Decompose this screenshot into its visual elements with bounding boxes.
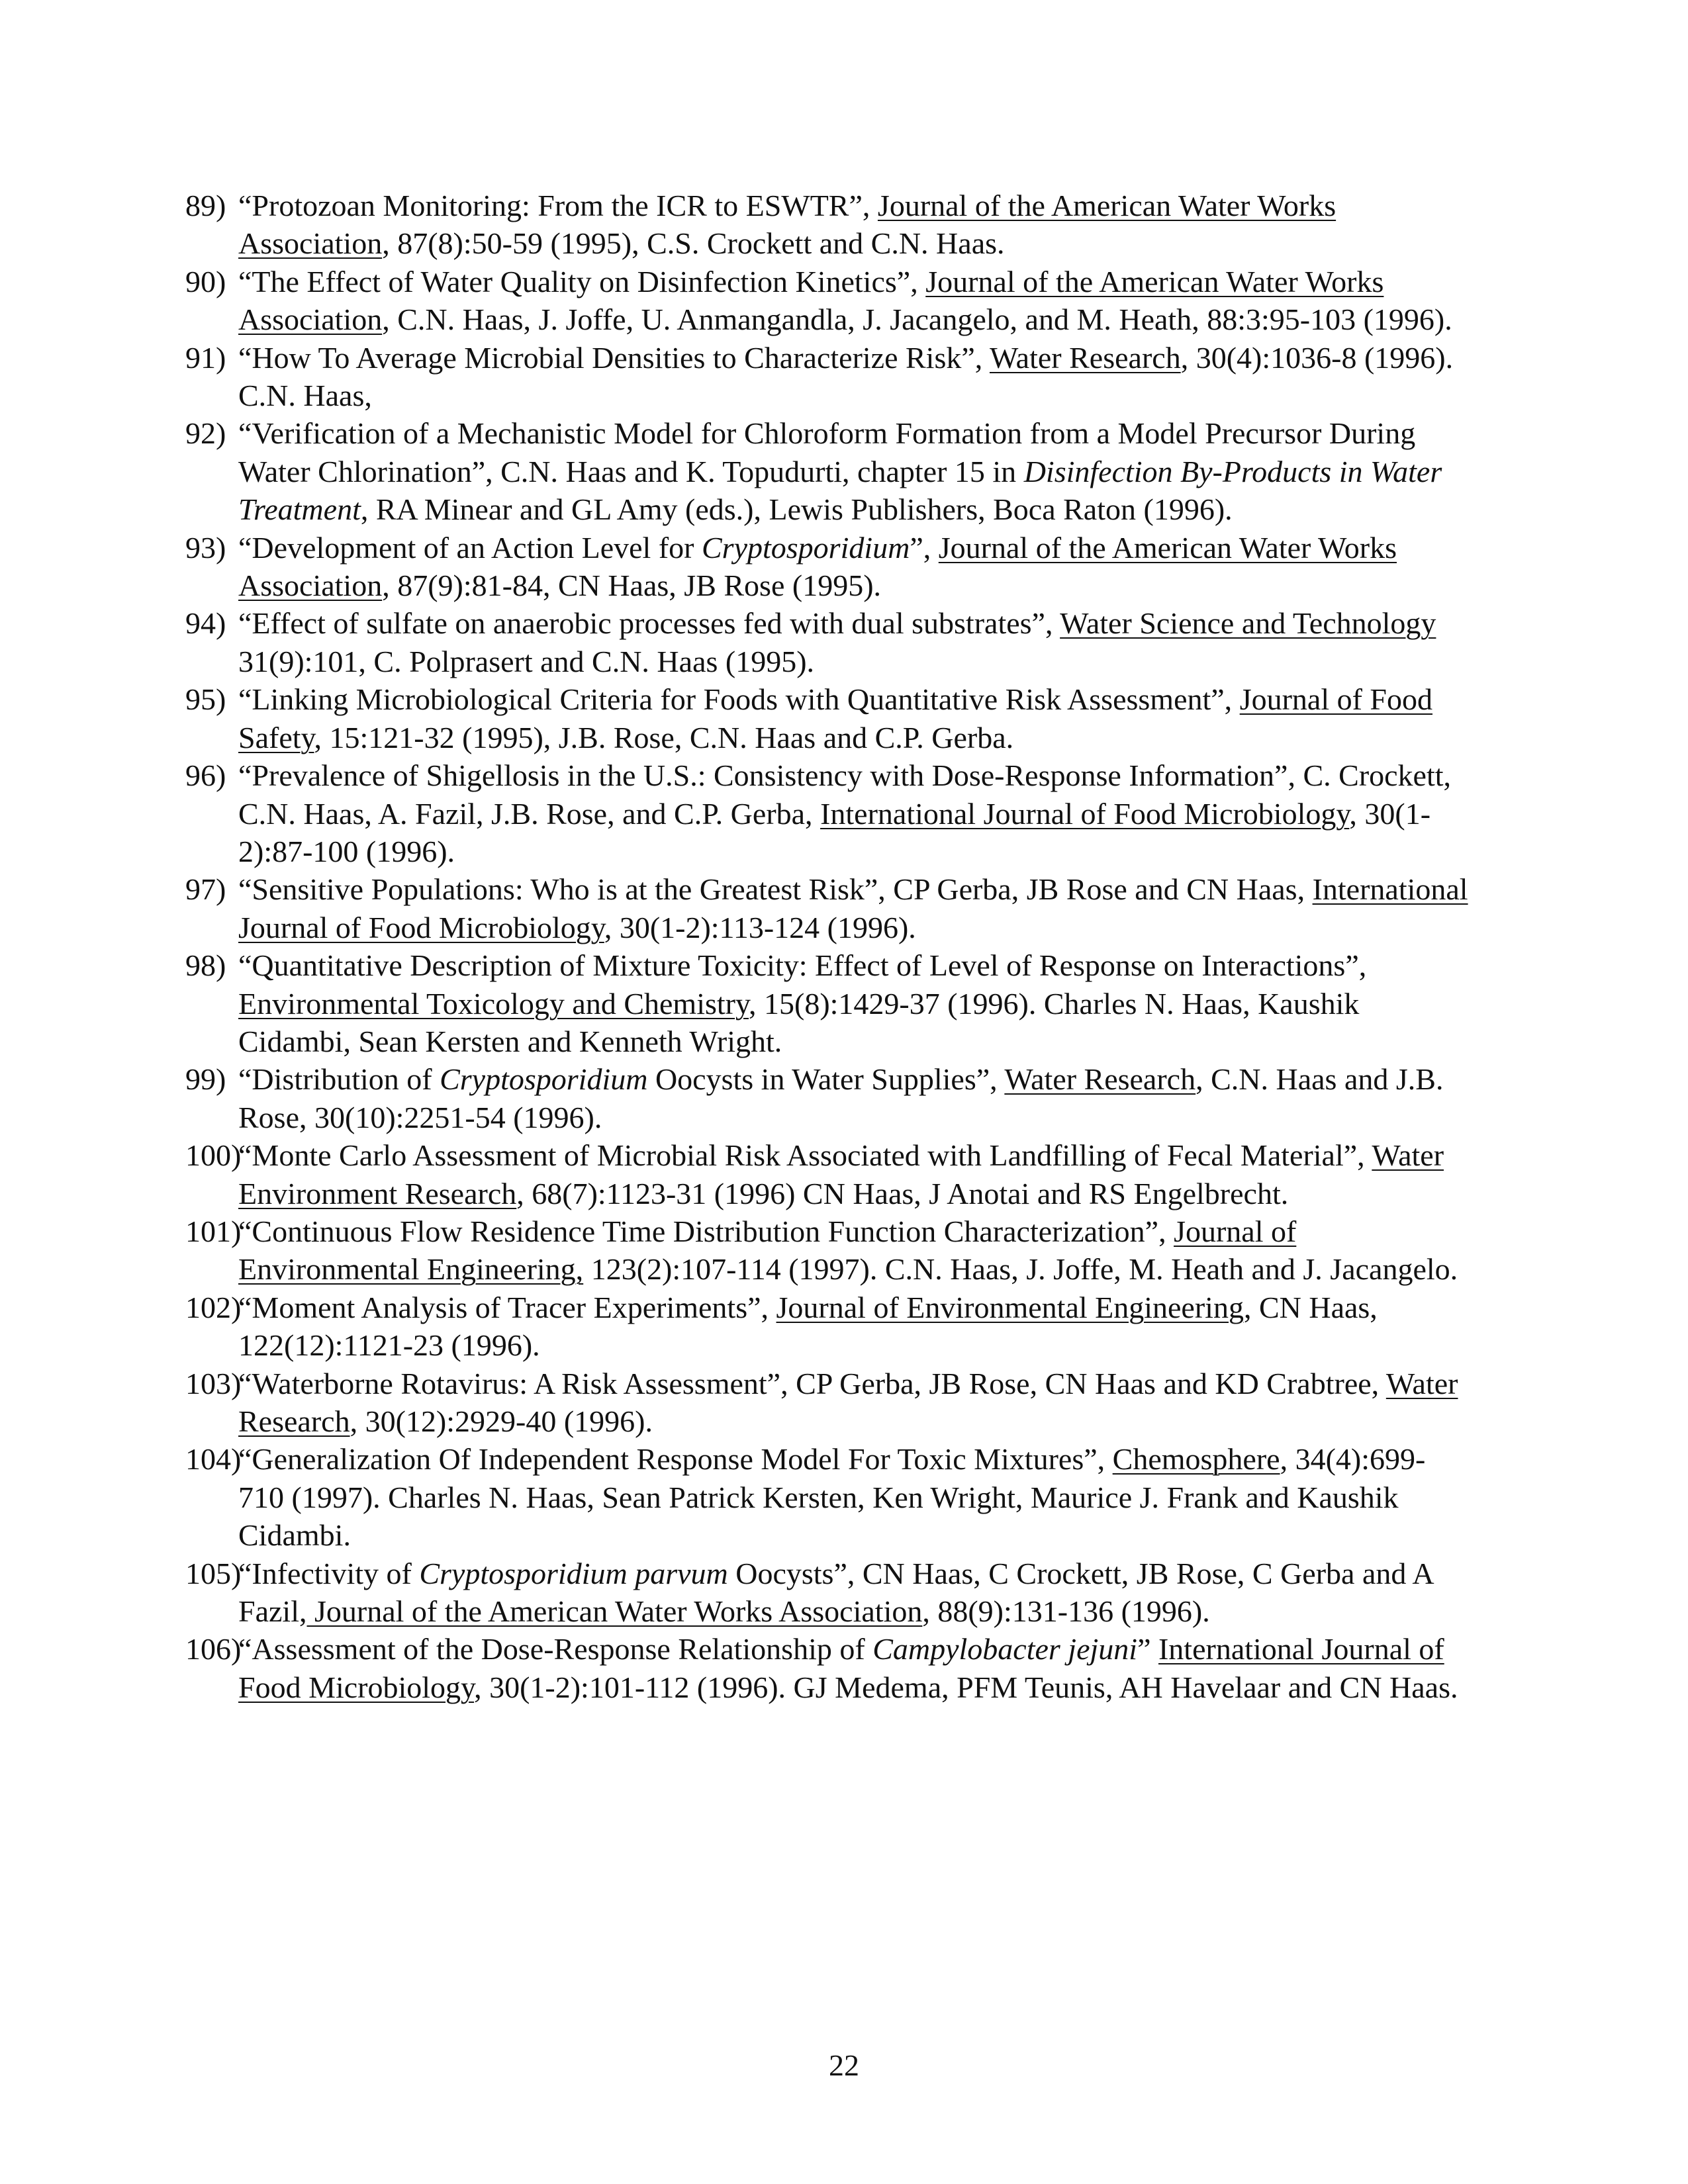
italic-term: Cryptosporidium bbox=[701, 530, 910, 565]
reference-text bbox=[238, 1136, 1471, 1212]
reference-number: 100) bbox=[185, 1138, 242, 1173]
reference-text bbox=[238, 946, 1471, 1060]
reference-number: 98) bbox=[185, 948, 226, 983]
journal-title: Journal of the American Water Works Association bbox=[238, 189, 1336, 261]
reference-text bbox=[238, 870, 1471, 946]
reference-text bbox=[238, 414, 1471, 528]
reference-item bbox=[185, 187, 1471, 263]
reference-item bbox=[185, 1136, 1471, 1212]
citation-text: , CN Haas, 122(12):1121-23 (1996). bbox=[238, 1290, 1378, 1363]
italic-term: Disinfection By-Products in Water Treatment bbox=[238, 454, 1442, 527]
citation-text: Oocysts in Water Supplies”, bbox=[647, 1062, 1005, 1097]
journal-title: Water Research bbox=[989, 340, 1181, 375]
citation-text: , C.N. Haas, J. Joffe, U. Anmangandla, J. Jacangelo, and M. Heath, 88:3:95-103 (1996). bbox=[382, 302, 1452, 337]
citation-text: “How To Average Microbial Densities to Characterize Risk”, bbox=[238, 340, 990, 375]
citation-text: , RA Minear and GL Amy (eds.), Lewis Publishers, Boca Raton (1996). bbox=[360, 492, 1233, 527]
citation-text: 31(9):101, C. Polprasert and C.N. Haas (1995). bbox=[238, 644, 815, 678]
reference-item bbox=[185, 604, 1471, 680]
citation-text: “Distribution of bbox=[238, 1062, 440, 1097]
reference-item bbox=[185, 1440, 1471, 1554]
citation-text: , 15(8):1429-37 (1996). Charles N. Haas, Kaushik Cidambi, Sean Kersten and Kenneth Wright. bbox=[238, 986, 1360, 1058]
journal-title: International Journal of Food Microbiology bbox=[238, 872, 1468, 944]
reference-number: 90) bbox=[185, 264, 226, 298]
reference-item bbox=[185, 1060, 1471, 1136]
citation-text: “Assessment of the Dose-Response Relationship of bbox=[238, 1632, 873, 1666]
journal-title: Water Research bbox=[238, 1366, 1458, 1438]
reference-text bbox=[238, 756, 1471, 870]
citation-text: “Linking Microbiological Criteria for Foods with Quantitative Risk Assessment”, bbox=[238, 682, 1240, 717]
citation-text: “Infectivity of bbox=[238, 1556, 420, 1590]
citation-text: “The Effect of Water Quality on Disinfection Kinetics”, bbox=[238, 264, 926, 298]
citation-text: , 30(1-2):101-112 (1996). GJ Medema, PFM Teunis, AH Havelaar and CN Haas. bbox=[474, 1670, 1458, 1704]
journal-title: Journal of Environmental Engineering bbox=[776, 1290, 1244, 1324]
reference-item bbox=[185, 1289, 1471, 1365]
reference-item bbox=[185, 756, 1471, 870]
citation-text: , 30(1-2):87-100 (1996). bbox=[238, 796, 1431, 868]
citation-text: , 15:121-32 (1995), J.B. Rose, C.N. Haas and C.P. Gerba. bbox=[314, 720, 1014, 754]
citation-text: , 30(4):1036-8 (1996). C.N. Haas, bbox=[238, 340, 1454, 413]
citation-text: “Prevalence of Shigellosis in the U.S.: Consistency with Dose-Response Information”, C. Crockett, C.N. Haas, A. Fazil, J.B. Rose, and C.P. Gerba, bbox=[238, 758, 1452, 831]
journal-title: Journal of Environmental Engineering, bbox=[238, 1214, 1297, 1287]
reference-text bbox=[238, 1630, 1471, 1706]
page-number: 22 bbox=[829, 2048, 859, 2082]
citation-text: , 87(8):50-59 (1995), C.S. Crockett and C.N. Haas. bbox=[382, 226, 1005, 261]
citation-text: 123(2):107-114 (1997). C.N. Haas, J. Joffe, M. Heath and J. Jacangelo. bbox=[583, 1252, 1458, 1287]
reference-number: 95) bbox=[185, 682, 226, 717]
citation-text: , 68(7):1123-31 (1996) CN Haas, J Anotai and RS Engelbrecht. bbox=[516, 1176, 1289, 1210]
citation-text: “Verification of a Mechanistic Model for Chloroform Formation from a Model Precursor During Water Chlorination”, C.N. Haas and K. Topudurti, chapter 15 in bbox=[238, 416, 1416, 488]
citation-text: “Sensitive Populations: Who is at the Greatest Risk”, CP Gerba, JB Rose and CN Haas, bbox=[238, 872, 1313, 907]
citation-text: “Effect of sulfate on anaerobic processes fed with dual substrates”, bbox=[238, 606, 1060, 641]
reference-text bbox=[238, 1365, 1471, 1441]
reference-item bbox=[185, 529, 1471, 605]
reference-number: 101) bbox=[185, 1214, 242, 1248]
reference-number: 102) bbox=[185, 1290, 242, 1324]
reference-item bbox=[185, 414, 1471, 528]
citation-text: “Waterborne Rotavirus: A Risk Assessment”, CP Gerba, JB Rose, CN Haas and KD Crabtree, bbox=[238, 1366, 1386, 1400]
reference-text bbox=[238, 263, 1471, 339]
reference-number: 99) bbox=[185, 1062, 226, 1097]
reference-item bbox=[185, 1212, 1471, 1289]
reference-text bbox=[238, 1555, 1471, 1631]
citation-text: , 88(9):131-136 (1996). bbox=[922, 1594, 1210, 1629]
reference-number: 94) bbox=[185, 606, 226, 641]
reference-number: 92) bbox=[185, 416, 226, 451]
citation-text: “Moment Analysis of Tracer Experiments”, bbox=[238, 1290, 776, 1324]
citation-text: “Monte Carlo Assessment of Microbial Risk Associated with Landfilling of Fecal Material”, bbox=[238, 1138, 1372, 1173]
reference-item bbox=[185, 946, 1471, 1060]
reference-number: 106) bbox=[185, 1632, 242, 1666]
citation-text: , 30(12):2929-40 (1996). bbox=[350, 1404, 653, 1438]
citation-text: ” bbox=[1137, 1632, 1158, 1666]
reference-number: 91) bbox=[185, 340, 226, 375]
citation-text: , 30(1-2):113-124 (1996). bbox=[604, 910, 916, 944]
citation-text: “Continuous Flow Residence Time Distribution Function Characterization”, bbox=[238, 1214, 1174, 1248]
reference-item bbox=[185, 263, 1471, 339]
reference-item bbox=[185, 1555, 1471, 1631]
journal-title: Water Environment Research bbox=[238, 1138, 1444, 1210]
reference-item bbox=[185, 680, 1471, 756]
citation-text: “Generalization Of Independent Response Model For Toxic Mixtures”, bbox=[238, 1442, 1113, 1477]
citation-text: , C.N. Haas and J.B. Rose, 30(10):2251-54 (1996). bbox=[238, 1062, 1444, 1134]
italic-term: Campylobacter jejuni bbox=[872, 1632, 1138, 1666]
reference-number: 97) bbox=[185, 872, 226, 907]
citation-text: , 34(4):699-710 (1997). Charles N. Haas, Sean Patrick Kersten, Ken Wright, Maurice J. Frank and Kaushik Cidambi. bbox=[238, 1442, 1426, 1553]
journal-title: Water Research bbox=[1004, 1062, 1196, 1097]
journal-title: Chemosphere bbox=[1112, 1442, 1280, 1477]
journal-title: International Journal of Food Microbiology bbox=[820, 796, 1350, 831]
reference-text bbox=[238, 187, 1471, 263]
reference-list bbox=[185, 187, 1471, 1706]
reference-text bbox=[238, 1289, 1471, 1365]
citation-text: “Quantitative Description of Mixture Toxicity: Effect of Level of Response on Interactions”, bbox=[238, 948, 1367, 983]
citation-text: Oocysts”, CN Haas, C Crockett, JB Rose, C Gerba and A Fazil, bbox=[238, 1556, 1433, 1629]
reference-number: 96) bbox=[185, 758, 226, 793]
reference-text bbox=[238, 529, 1471, 605]
reference-number: 103) bbox=[185, 1366, 242, 1400]
reference-text bbox=[238, 604, 1471, 680]
italic-term: Cryptosporidium parvum bbox=[419, 1556, 728, 1590]
reference-text bbox=[238, 680, 1471, 756]
journal-title: Journal of the American Water Works Association bbox=[306, 1594, 923, 1629]
journal-title: Journal of the American Water Works Association bbox=[238, 530, 1397, 603]
reference-number: 105) bbox=[185, 1556, 242, 1590]
reference-text bbox=[238, 1060, 1471, 1136]
reference-text bbox=[238, 1212, 1471, 1289]
journal-title: International Journal of Food Microbiology bbox=[238, 1632, 1444, 1704]
reference-text bbox=[238, 339, 1471, 415]
reference-number: 93) bbox=[185, 530, 226, 565]
journal-title: Journal of the American Water Works Association bbox=[238, 264, 1384, 337]
italic-term: Cryptosporidium bbox=[440, 1062, 648, 1097]
journal-title: Water Science and Technology bbox=[1060, 606, 1436, 641]
reference-text bbox=[238, 1440, 1471, 1554]
journal-title: Journal of Food Safety bbox=[238, 682, 1433, 754]
citation-text: “Protozoan Monitoring: From the ICR to ESWTR”, bbox=[238, 189, 878, 222]
reference-item bbox=[185, 339, 1471, 415]
reference-number: 89) bbox=[185, 189, 226, 222]
reference-item bbox=[185, 1630, 1471, 1706]
citation-text: ”, bbox=[910, 530, 939, 565]
reference-item bbox=[185, 870, 1471, 946]
journal-title: Environmental Toxicology and Chemistry bbox=[238, 986, 749, 1021]
reference-item bbox=[185, 1365, 1471, 1441]
citation-text: , 87(9):81-84, CN Haas, JB Rose (1995). bbox=[382, 569, 882, 603]
reference-number: 104) bbox=[185, 1442, 242, 1477]
citation-text: “Development of an Action Level for bbox=[238, 530, 702, 565]
